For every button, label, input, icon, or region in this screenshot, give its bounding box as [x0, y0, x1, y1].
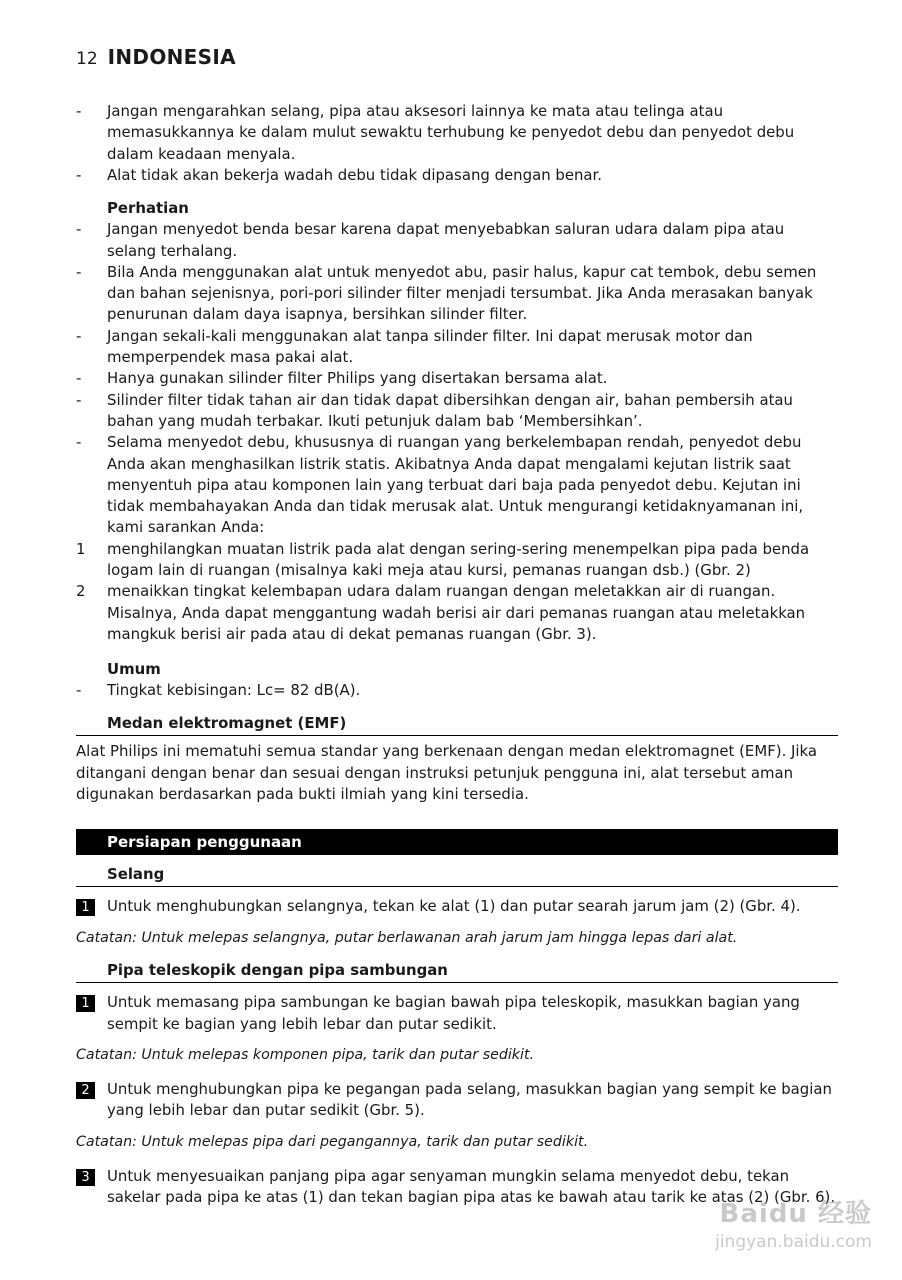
emf-section: [76, 713, 838, 805]
list-item: - Hanya gunakan silinder filter Philips yang disertakan bersama alat.: [76, 369, 608, 388]
selang-title: Selang: [76, 864, 838, 887]
note-text: Catatan: Untuk melepas selangnya, putar berlawanan arah jarum jam hingga lepas dari alat.: [76, 929, 738, 946]
pipa-title: Pipa teleskopik dengan pipa sambungan: [76, 960, 838, 983]
emf-text: Alat Philips ini mematuhi semua standar yang berkenaan dengan medan elektromagnet (EMF). Jika ditangani dengan benar dan sesuai dengan instruksi petunjuk pengguna ini, alat tersebut aman digunakan berdasarkan pada bukti ilmiah yang kini tersedia.: [76, 742, 818, 803]
perhatian-title: Perhatian: [107, 199, 189, 217]
step-item: 1 Untuk menghubungkan selangnya, tekan ke alat (1) dan putar searah jarum jam (2) (Gbr. 4).: [76, 896, 838, 917]
note-text: Catatan: Untuk melepas komponen pipa, tarik dan putar sedikit.: [76, 1046, 535, 1063]
perhatian-section: [76, 198, 838, 645]
list-item: - Jangan menyedot benda besar karena dapat menyebabkan saluran udara dalam pipa atau selang terhalang.: [76, 220, 785, 260]
page-number: 12: [76, 49, 98, 69]
list-item: - Alat tidak akan bekerja wadah debu tidak dipasang dengan benar.: [76, 165, 603, 184]
pipa-section: [76, 960, 838, 1209]
step-item: 1 Untuk memasang pipa sambungan ke bagian bawah pipa teleskopik, masukkan bagian yang sempit ke bagian yang lebih lebar dan putar sedikit.: [76, 992, 838, 1035]
page-header: [76, 45, 236, 71]
list-item: - Silinder filter tidak tahan air dan tidak dapat dibersihkan dengan air, bahan pembersih atau bahan yang mudah terbakar. Ikuti petunjuk dalam bab ‘Membersihkan’.: [76, 390, 793, 430]
numbered-item: 2 menaikkan tingkat kelembapan udara dalam ruangan dengan meletakkan air di ruangan. Misalnya, Anda dapat menggantung wadah berisi air dari pemanas ruangan atau meletakkan mangkuk berisi air pada atau di dekat pemanas ruangan (Gbr. 3).: [76, 582, 806, 643]
list-item: - Selama menyedot debu, khususnya di ruangan yang berkelembapan rendah, penyedot debu Anda akan menghasilkan listrik statis. Akibatnya Anda dapat mengalami kejutan listrik saat menyentuh pipa atau komponen lain yang terbuat dari baja pada penyedot debu. Kejutan ini tidak membahayakan Anda dan tidak merusak alat. Untuk mengurangi ketidaknyamanan ini, kami sarankan Anda:: [76, 433, 804, 537]
umum-section: [76, 659, 838, 702]
step-number-badge: 3: [76, 1169, 95, 1186]
list-item: - Bila Anda menggunakan alat untuk menyedot abu, pasir halus, kapur cat tembok, debu semen dan bahan sejenisnya, pori-pori silinder filter menjadi tersumbat. Jika Anda merasakan banyak penurunan dalam daya isapnya, bersihkan silinder filter.: [76, 262, 817, 324]
step-number-badge: 2: [76, 1082, 95, 1099]
intro-bullets: [76, 101, 838, 186]
list-item: - Jangan sekali-kali menggunakan alat tanpa silinder filter. Ini dapat merusak motor dan memperpendek masa pakai alat.: [76, 326, 753, 367]
baidu-logo: Baidu 经验: [719, 1199, 872, 1229]
step-number-badge: 1: [76, 995, 95, 1012]
selang-section: [76, 864, 838, 949]
step-item: 2 Untuk menghubungkan pipa ke pegangan pada selang, masukkan bagian yang sempit ke bagian yang lebih lebar dan putar sedikit (Gbr. 5).: [76, 1079, 838, 1122]
language-title: INDONESIA: [107, 45, 236, 69]
list-item: - Jangan mengarahkan selang, pipa atau aksesori lainnya ke mata atau telinga atau memasukkannya ke dalam mulut sewaktu terhubung ke penyedot debu dan penyedot debu dalam keadaan menyala.: [76, 102, 795, 163]
note-text: Catatan: Untuk melepas pipa dari pegangannya, tarik dan putar sedikit.: [76, 1133, 589, 1150]
baidu-watermark: [715, 1193, 872, 1252]
watermark-url: jingyan.baidu.com: [715, 1232, 872, 1252]
numbered-item: 1 menghilangkan muatan listrik pada alat dengan sering-sering menempelkan pipa pada benda logam lain di ruangan (misalnya kaki meja atau kursi, pemanas ruangan dsb.) (Gbr. 2): [76, 539, 810, 580]
persiapan-heading: Persiapan penggunaan: [76, 829, 838, 855]
step-item: 3 Untuk menyesuaikan panjang pipa agar senyaman mungkin selama menyedot debu, tekan sakelar pada pipa ke atas (1) dan tekan bagian pipa atas ke bawah atau tarik ke atas (2) (Gbr. 6).: [76, 1166, 838, 1209]
step-number-badge: 1: [76, 899, 95, 916]
list-item: - Tingkat kebisingan: Lc= 82 dB(A).: [76, 681, 361, 700]
umum-title: Umum: [107, 660, 161, 678]
emf-title: Medan elektromagnet (EMF): [76, 713, 838, 736]
